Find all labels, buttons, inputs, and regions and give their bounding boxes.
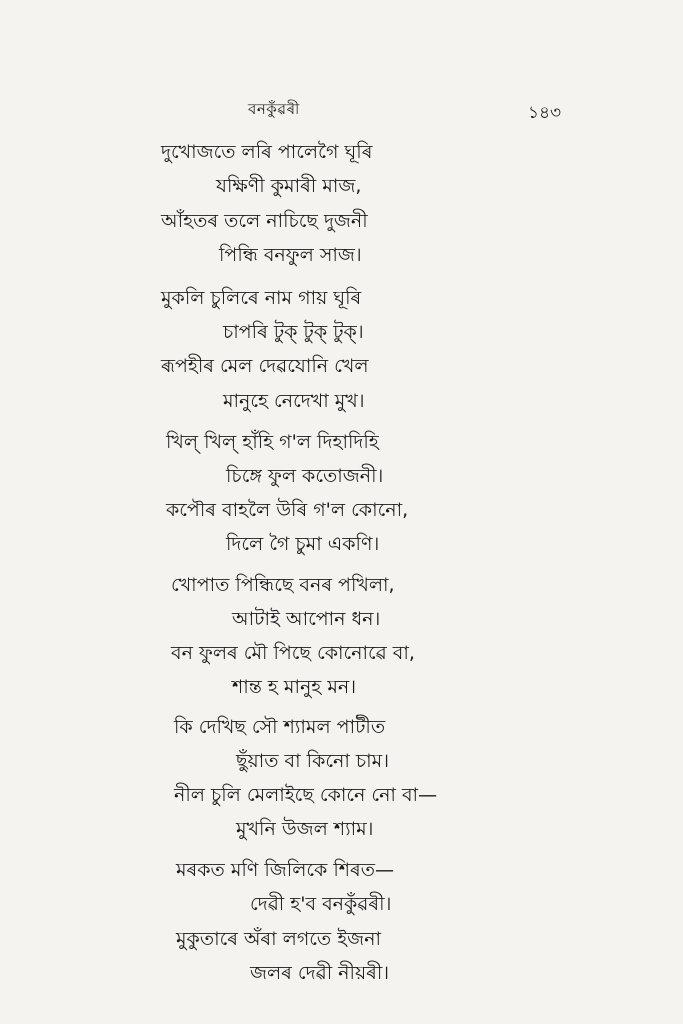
poem-line: মানুহে নেদেখা মুখ।: [223, 390, 365, 412]
poem-line: দেৱী হ'ব বনকুঁৱৰী।: [250, 893, 392, 915]
poem-line: যক্ষিণী কুমাৰী মাজ,: [216, 175, 362, 197]
poem-line: খোপাত পিন্ধিছে বনৰ পখিলা,: [171, 574, 395, 596]
poem-line: মুকলি চুলিৰে নাম গায় ঘূৰি: [161, 287, 362, 309]
poem-line: নীল চুলি মেলাইছে কোনে নো বা—: [174, 784, 438, 806]
poem-line: আটাই আপোন ধন।: [232, 608, 381, 630]
poem-line: কপৌৰ বাহলৈ উৰি গ'ল কোনো,: [166, 499, 409, 521]
poem-line: মৰকত মণি জিলিকে শিৰত—: [176, 859, 394, 881]
poem-line: বন ফুলৰ মৌ পিছে কোনোৱে বা,: [171, 642, 415, 664]
poem-line: মুখনি উজল শ্যাম।: [236, 818, 374, 840]
page-number: ১৪৩: [528, 103, 562, 123]
poem-line: চিঙ্গে ফুল কতোজনী।: [226, 465, 384, 487]
poem-line: দুখোজতে লৰি পালেগৈ ঘূৰি: [161, 141, 373, 163]
poem-line: শান্ত হ মানুহ মন।: [232, 676, 357, 698]
poem-line: মুকুতাৰে অঁৰা লগতে ইজনা: [176, 928, 381, 950]
poem-line: আঁহতৰ তলে নাচিছে দুজনী: [161, 210, 368, 232]
poem-line: কি দেখিছ সৌ শ্যামল পাটীত: [174, 716, 386, 738]
poem-line: দিলে গৈ চুমা একণি।: [226, 533, 380, 555]
poem-line: ৰূপহীৰ মেল দেৱযোনি খেল: [161, 355, 369, 377]
poem-line: খিল্ খিল্ হাঁহি গ'ল দিহাদিহি: [166, 431, 379, 453]
poem-line: পিন্ধি বনফুল সাজ।: [219, 244, 362, 266]
poem-line: জলৰ দেৱী নীয়ৰী।: [250, 962, 390, 984]
running-head: বনকুঁৱৰী: [248, 100, 300, 118]
poem-line: ছুঁয়াত বা কিনো চাম।: [236, 750, 389, 772]
poem-line: চাপৰি টুক্ টুক্ টুক্।: [223, 321, 364, 343]
